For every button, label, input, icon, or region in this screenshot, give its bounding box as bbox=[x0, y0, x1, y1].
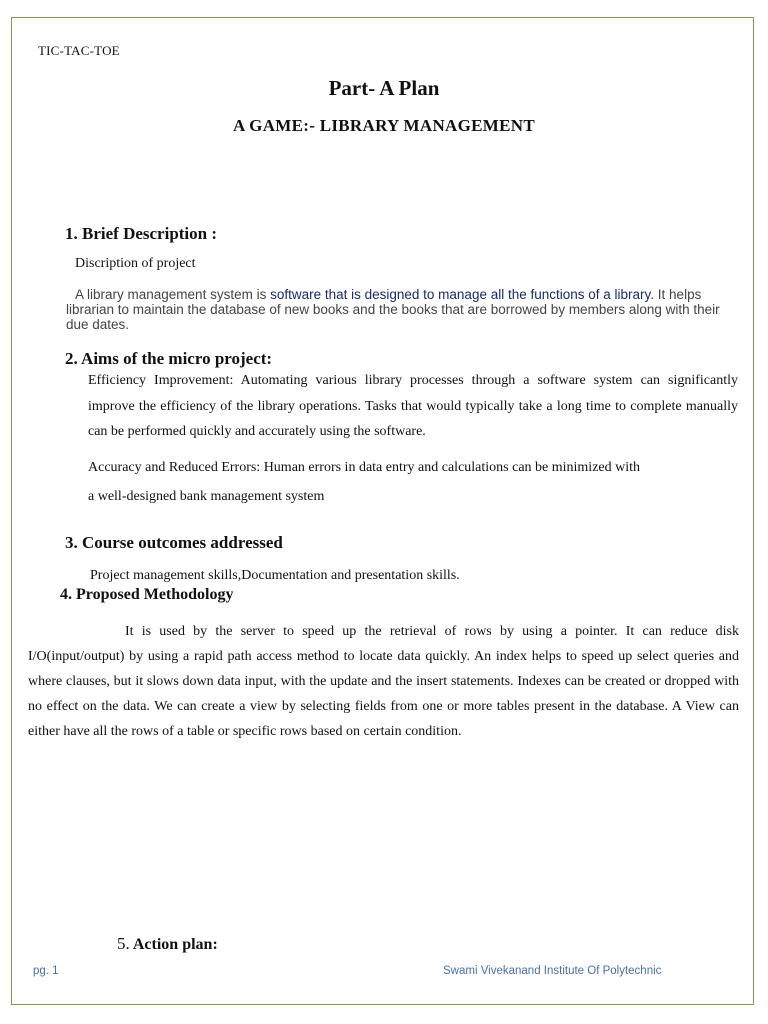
page-subtitle: A GAME:- LIBRARY MANAGEMENT bbox=[232, 116, 535, 135]
aims-paragraph-1: Efficiency Improvement: Automating various library processes through a software system can significantly improve the efficiency of the library operations. Tasks that would typically take a long time to complete manually can be performed quickly and accurately using the software. bbox=[88, 373, 738, 439]
page-border bbox=[11, 17, 754, 1005]
page-title: Part- A Plan bbox=[328, 76, 440, 100]
header-left-text: TIC-TAC-TOE bbox=[38, 43, 120, 58]
methodology-text: It is used by the server to speed up the retrieval of rows by using a pointer. It can reduce disk I/O(input/output) by using a rapid path access method to locate data quickly. An index helps to speed up select queries and where clauses, but it slows down data input, with the update and the insert statements. Indexes can be created or dropped with no effect on the data. We can create a view by selecting fields from one or more tables present in the database. A View can either have all the rows of a table or specific rows based on certain condition. bbox=[28, 624, 739, 739]
aims-paragraph-2-line-1: Accuracy and Reduced Errors: Human errors in data entry and calculations can be minimized with bbox=[88, 460, 641, 475]
brief-description-label: Discription of project bbox=[75, 256, 196, 271]
brief-description-heading: 1. Brief Description : bbox=[65, 224, 218, 243]
footer-institute-name: Swami Vivekanand Institute Of Polytechnic bbox=[443, 965, 662, 977]
aims-paragraph-2-line-2: a well-designed bank management system bbox=[88, 489, 325, 504]
outcomes-heading: 3. Course outcomes addressed bbox=[65, 533, 283, 552]
footer-page-number: pg. 1 bbox=[33, 965, 59, 977]
action-plan-heading: 5. Action plan: bbox=[117, 934, 218, 953]
methodology-heading: 4. Proposed Methodology bbox=[60, 586, 234, 603]
outcomes-text: Project management skills,Documentation and presentation skills. bbox=[90, 568, 460, 583]
brief-description-text: A library management system is software that is designed to manage all the functions of a library. It helps librarian to maintain the database of new books and the books that are borrowed by members along with their due dates. bbox=[66, 287, 720, 332]
aims-heading: 2. Aims of the micro project: bbox=[65, 349, 273, 368]
